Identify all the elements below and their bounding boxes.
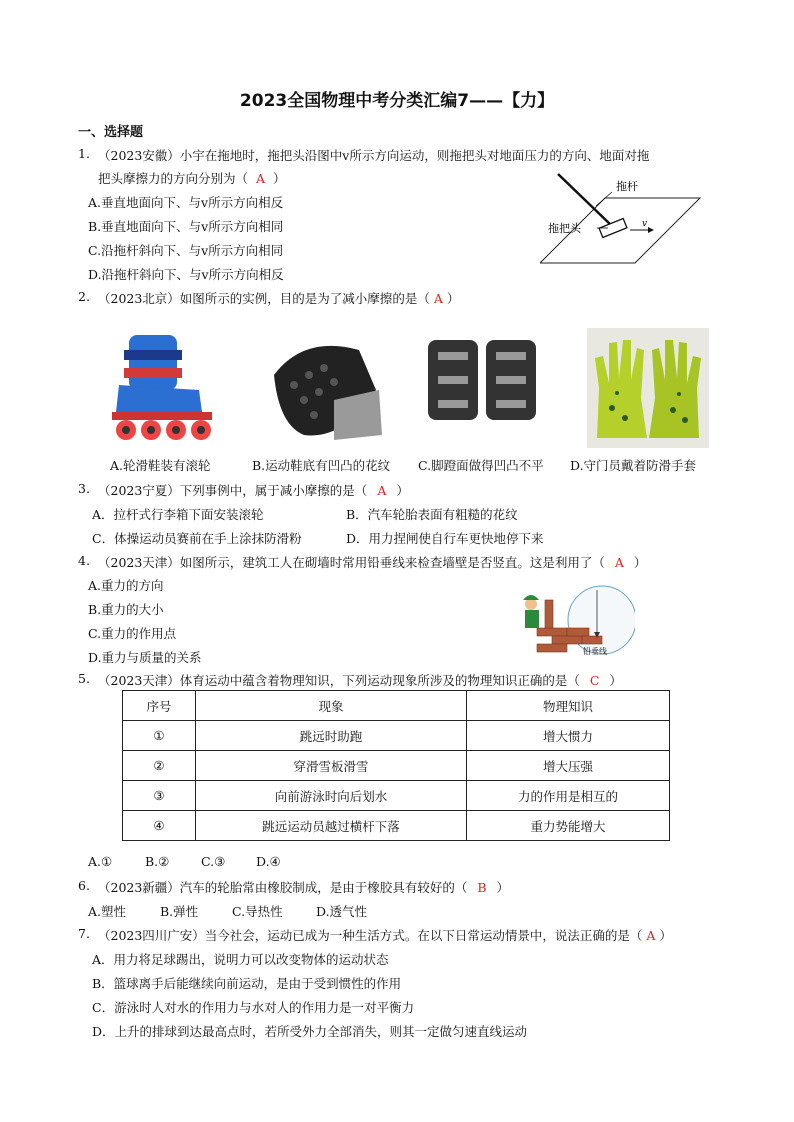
table-row	[123, 781, 670, 811]
roller-skate-image	[104, 330, 224, 448]
q6-answer: B	[477, 880, 487, 895]
q6-number: 6.	[78, 878, 90, 893]
q1-option-c: C.沿拖杆斜向下、与v所示方向相同	[88, 243, 284, 258]
q1-stem-line2	[98, 169, 286, 187]
q3-answer: A	[377, 483, 387, 498]
q7-number: 7.	[78, 926, 90, 941]
q2-caption-b: B.运动鞋底有凹凸的花纹	[252, 458, 391, 473]
q4-answer: A	[614, 555, 624, 570]
q4-number: 4.	[78, 553, 90, 568]
q1-option-a: A.垂直地面向下、与v所示方向相反	[88, 195, 284, 210]
table-cell: 力的作用是相互的	[467, 781, 670, 811]
q7-option-a: A．用力将足球踢出，说明力可以改变物体的运动状态	[92, 952, 389, 967]
table-cell: 穿滑雪板滑雪	[196, 751, 467, 781]
q2-stem-text: （2023北京）如图所示的实例，目的是为了减小摩擦的是（	[98, 291, 430, 306]
q7-stem-text: （2023四川广安）当今社会，运动已成为一种生活方式。在以下日常运动情景中，说法正确的是（	[98, 928, 643, 943]
velocity-label: v	[642, 219, 648, 229]
q4-stem-text: （2023天津）如图所示，建筑工人在砌墙时常用铅垂线来检查墙壁是否竖直。这是利用了（	[98, 555, 605, 570]
mop-diagram	[540, 168, 705, 268]
table-header-cell: 现象	[196, 691, 467, 721]
q4-option-b: B.重力的大小	[88, 602, 164, 617]
q7-option-c: C．游泳时人对水的作用力与水对人的作用力是一对平衡力	[92, 1000, 415, 1015]
q2-caption-c: C.脚蹬面做得凹凸不平	[418, 458, 544, 473]
q5-answer: C	[589, 673, 600, 688]
q6-option-a: A.塑性	[88, 904, 127, 919]
q3-option-b: B．汽车轮胎表面有粗糙的花纹	[346, 507, 518, 522]
table-header-cell: 物理知识	[467, 691, 670, 721]
q5-number: 5.	[78, 671, 90, 686]
q1-answer: A	[256, 171, 266, 186]
q7-stem-line	[98, 926, 672, 944]
q6-option-b: B.弹性	[160, 904, 199, 919]
sports-shoe-image	[264, 330, 384, 448]
table-cell: ①	[123, 721, 196, 751]
q7-close: ）	[659, 928, 672, 943]
table-cell: ④	[123, 811, 196, 841]
table-cell: ②	[123, 751, 196, 781]
table-cell: 增大惯力	[467, 721, 670, 751]
table-cell: 向前游泳时向后划水	[196, 781, 467, 811]
table-row	[123, 721, 670, 751]
q1-close: ）	[273, 171, 286, 186]
plumb-line-figure	[517, 580, 635, 658]
table-header-row	[123, 691, 670, 721]
q2-answer: A	[433, 291, 443, 306]
page-title: 2023全国物理中考分类汇编7——【力】	[239, 91, 555, 111]
mop-head-label: 拖把头	[548, 222, 581, 235]
plumb-line-label: 铅垂线	[583, 647, 607, 656]
table-row	[123, 811, 670, 841]
q3-stem-line	[98, 481, 409, 499]
goalkeeper-gloves-image	[587, 328, 709, 448]
q6-stem-line	[98, 878, 509, 896]
q4-option-c: C.重力的作用点	[88, 626, 177, 641]
q6-option-d: D.透气性	[316, 904, 368, 919]
q6-stem-text: （2023新疆）汽车的轮胎常由橡胶制成，是由于橡胶具有较好的（	[98, 880, 468, 895]
q3-option-c: C．体操运动员赛前在手上涂抹防滑粉	[92, 531, 302, 546]
q1-option-d: D.沿拖杆斜向下、与v所示方向相反	[88, 267, 284, 282]
q2-close: ）	[446, 291, 460, 306]
q5-stem-line	[98, 671, 622, 689]
table-header-cell: 序号	[123, 691, 196, 721]
q3-number: 3.	[78, 481, 90, 496]
q7-option-b: B．篮球离手后能继续向前运动，是由于受到惯性的作用	[92, 976, 402, 991]
mop-rod-label: 拖杆	[616, 180, 638, 193]
q7-option-d: D．上升的排球到达最高点时，若所受外力全部消失，则其一定做匀速直线运动	[92, 1024, 528, 1039]
q3-option-a: A．拉杆式行李箱下面安装滚轮	[92, 507, 264, 522]
q1-stem-line1: （2023安徽）小宇在拖地时，拖把头沿图中v所示方向运动，则拖把头对地面压力的方向、地面对拖	[98, 148, 650, 163]
q5-table	[122, 690, 670, 841]
q4-close: ）	[633, 555, 647, 570]
q4-option-a: A.重力的方向	[88, 578, 164, 593]
q2-stem-line	[98, 289, 459, 307]
table-cell: 跳远运动员越过横杆下落	[196, 811, 467, 841]
q3-stem-text: （2023宁夏）下列事例中，属于减小摩擦的是（	[98, 483, 368, 498]
q5-option-b: B.②	[145, 854, 170, 869]
q4-option-d: D.重力与质量的关系	[88, 650, 202, 665]
table-cell: ③	[123, 781, 196, 811]
q3-option-d: D．用力捏闸使自行车更快地停下来	[346, 531, 544, 546]
q5-option-d: D.④	[256, 854, 281, 869]
q4-stem-line	[98, 553, 646, 571]
q2-caption-a: A.轮滑鞋装有滚轮	[110, 458, 211, 473]
table-row	[123, 751, 670, 781]
q2-caption-d: D.守门员戴着防滑手套	[570, 458, 697, 473]
q3-close: ）	[396, 483, 409, 498]
q2-number: 2.	[78, 289, 90, 304]
q7-answer: A	[646, 928, 656, 943]
q1-stem-text: 把头摩擦力的方向分别为（	[98, 171, 249, 186]
pedals-image	[420, 330, 544, 430]
q6-option-c: C.导热性	[232, 904, 283, 919]
q6-close: ）	[496, 880, 510, 895]
q5-close: ）	[609, 673, 622, 688]
q5-option-c: C.③	[201, 854, 226, 869]
table-cell: 增大压强	[467, 751, 670, 781]
section-heading: 一、选择题	[78, 125, 144, 140]
q5-stem-text: （2023天津）体育运动中蕴含着物理知识，下列运动现象所涉及的物理知识正确的是（	[98, 673, 580, 688]
q5-option-a: A.①	[88, 854, 113, 869]
table-cell: 跳远时助跑	[196, 721, 467, 751]
table-cell: 重力势能增大	[467, 811, 670, 841]
q1-option-b: B.垂直地面向下、与v所示方向相同	[88, 219, 284, 234]
q1-number: 1.	[78, 146, 90, 161]
